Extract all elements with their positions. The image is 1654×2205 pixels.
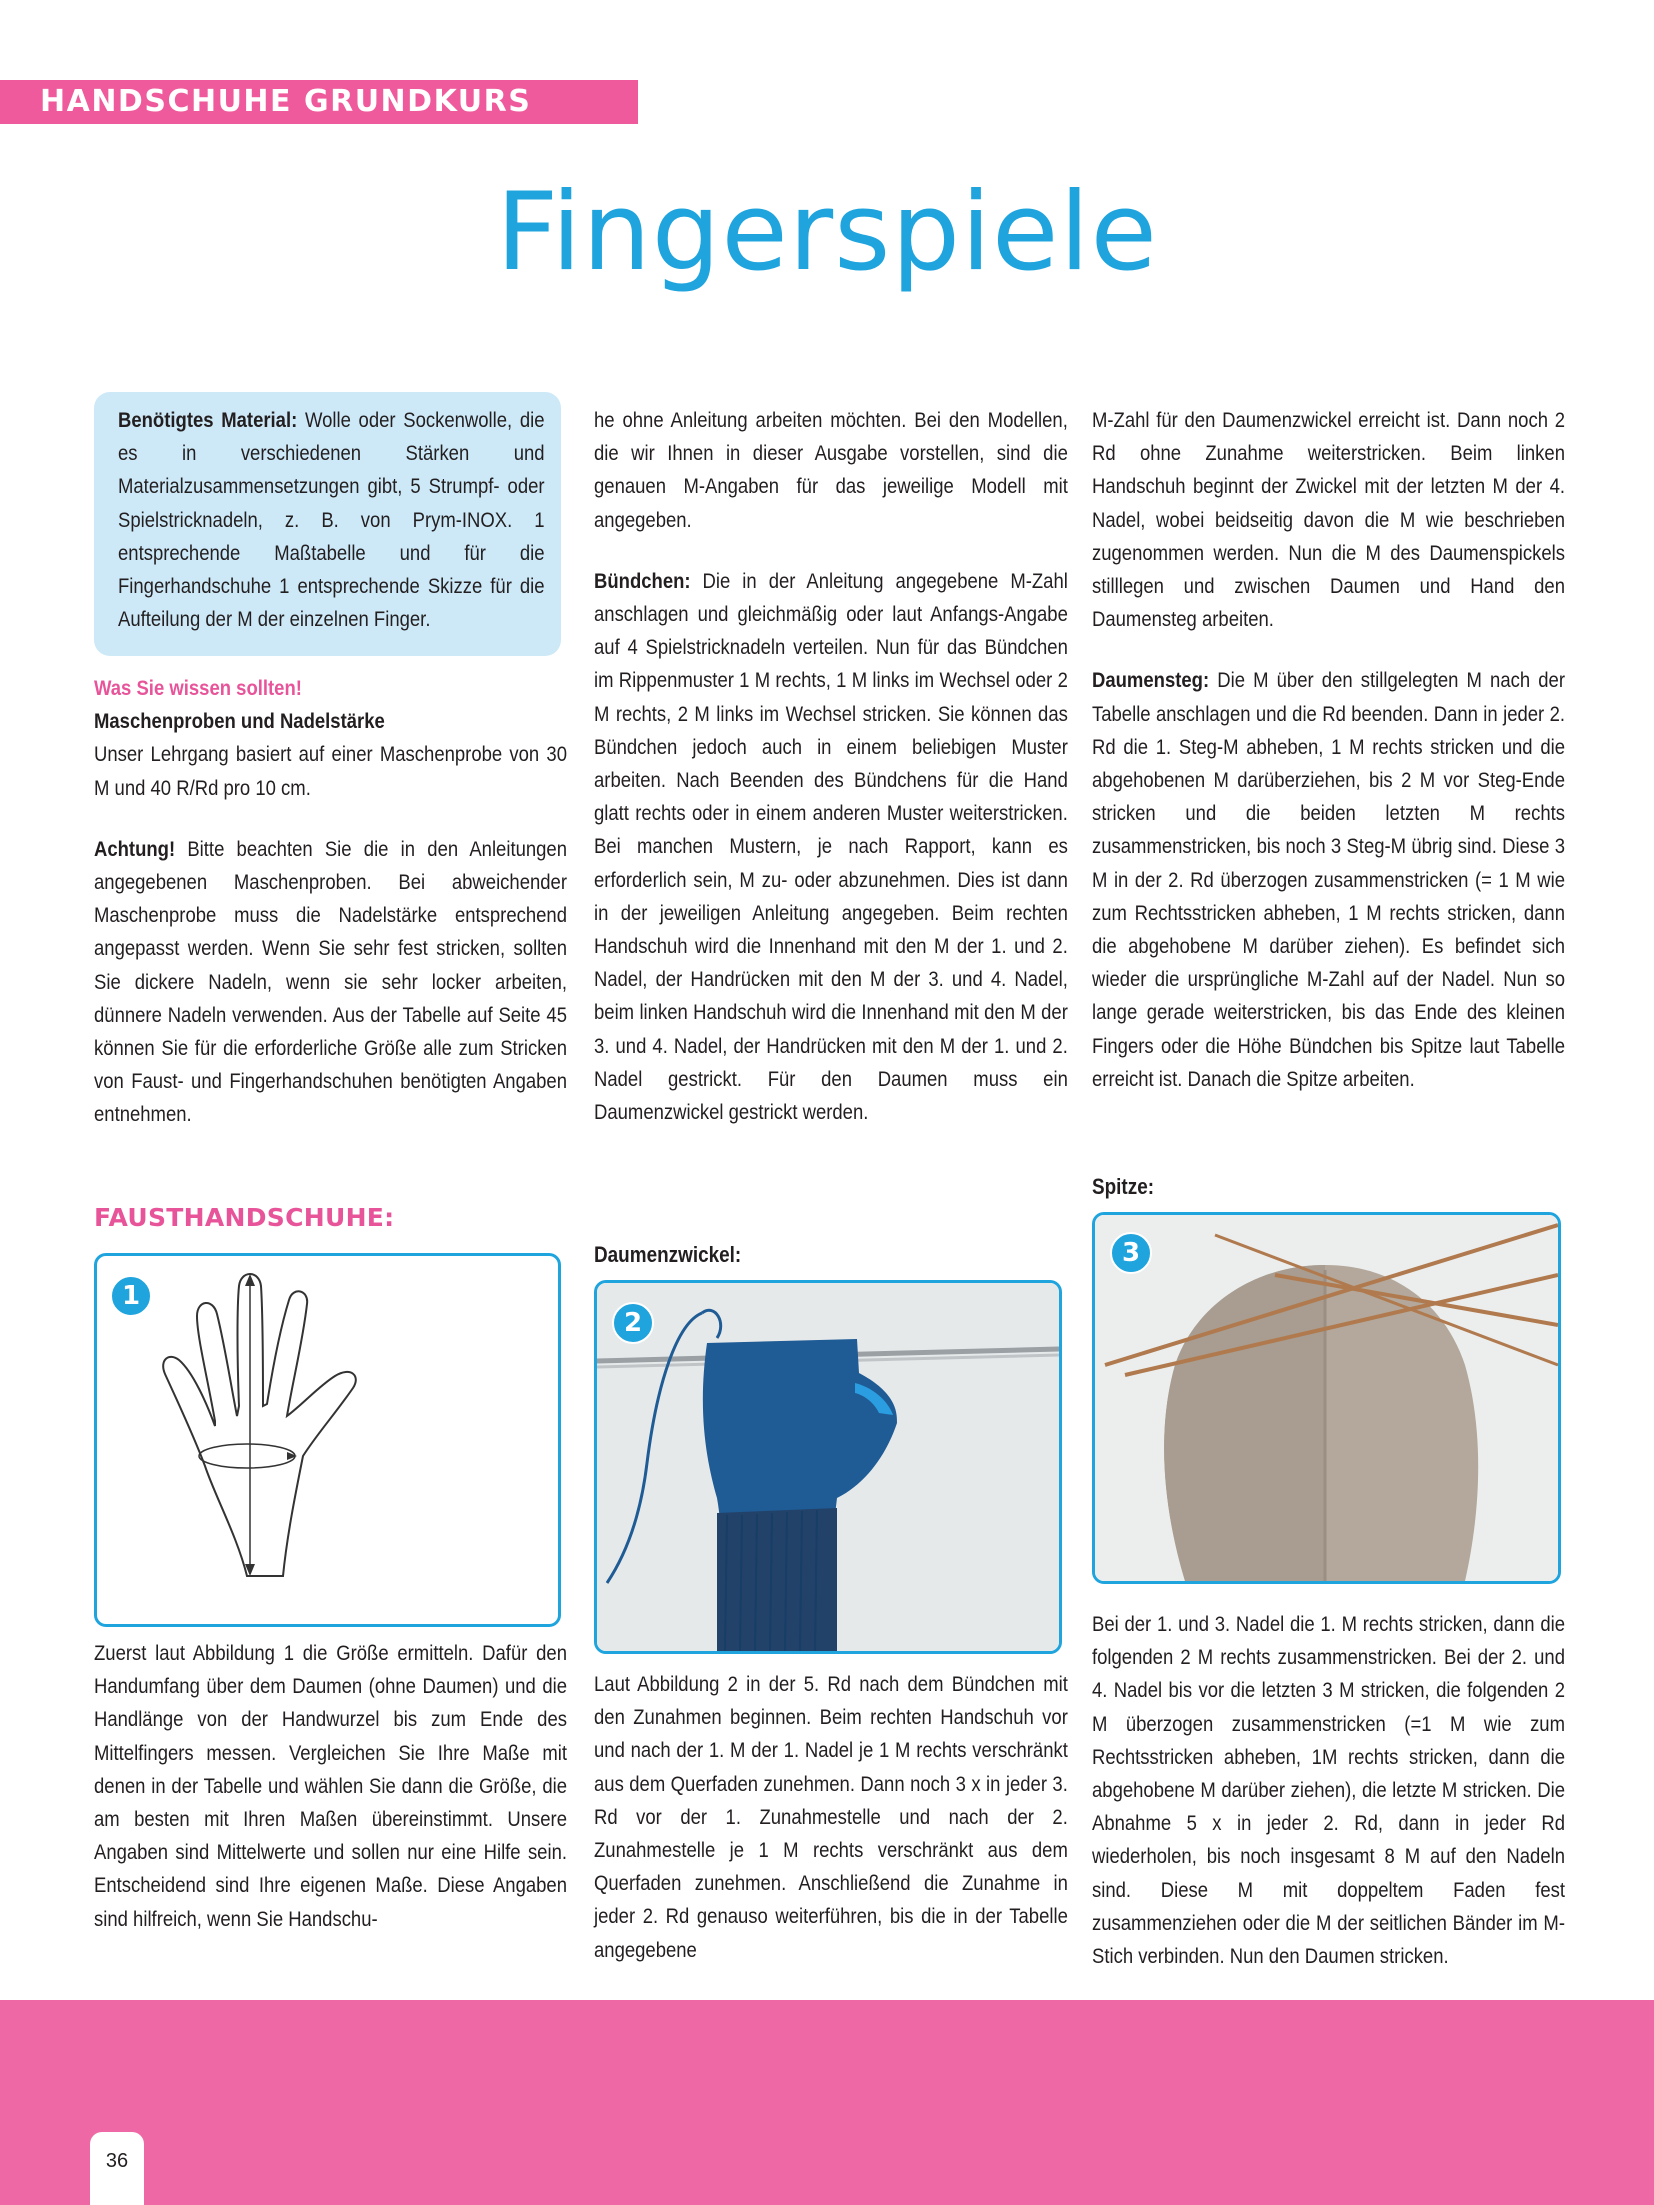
gusset-heading: Daumenzwickel: [594,1242,742,1267]
column-3-text [1092,404,1565,1096]
material-text [118,404,545,636]
section-header: HANDSCHUHE GRUNDKURS [40,84,532,119]
after-fig2-text: Laut Abbildung 2 in der 5. Rd nach dem Bündchen mit den Zunahmen beginnen. Beim rechten Handschuh vor und nach der 1. M der 1. Nadel je 1 M rechts verschränkt aus dem Querfaden zunehmen. Dann noch 3 x in jeder 3. Rd vor der 1. Zunahmestelle und nach der 2. Zunahmestelle je 1 M rechts verschränkt aus dem Querfaden zunehmen. Anschließend die Zunahme in jeder 2. Rd genauso weiterführen, bis die in der Tabelle angegebene [594,1672,1068,1962]
cuff-text: Die in der Anleitung angegebene M-Zahl anschlagen und gleichmäßig oder laut Anfangs-Angabe auf 4 Spielstricknadeln verteilen. Nun für das Bündchen im Rippenmuster 1 M rechts, 1 M links im Wechsel oder 2 M rechts, 2 M links im Wechsel stricken. Sie können das Bündchen jedoch auch in einem beliebigen Muster arbeiten. Nach Beenden des Bündchens für die Hand glatt rechts oder in einem anderen Muster weiterstricken. Bei manchen Mustern, je nach Rapport, kann es erforderlich sein, M zu- oder abzunehmen. Dies ist dann in der jeweiligen Anleitung angegeben. Beim rechten Handschuh wird die Innenhand mit den M der 1. und 2. Nadel, der Handrücken mit den M der 3. und 4. Nadel, beim linken Handschuh wird die Innenhand mit den M der 3. und 4. Nadel, der Handrücken mit den M der 1. und 2. Nadel gestrickt. Für den Daumen muss ein Daumenzwickel gestrickt werden. [594,568,1068,1125]
page-title: Fingerspiele [496,170,1158,295]
gauge-text: Unser Lehrgang basiert auf einer Maschenprobe von 30 M und 40 R/Rd pro 10 cm. [94,742,567,800]
bridge-label: Daumensteg: [1092,668,1210,693]
figure-1-hand-diagram [94,1253,561,1627]
hand-outline-icon [163,1274,356,1576]
col3-cont-text: M-Zahl für den Daumenzwickel erreicht ist. Dann noch 2 Rd ohne Zunahme weiterstricken. Beim linken Handschuh beginnt der Zwickel mit der letzten M der 4. Nadel, wobei beidseitig davon die M wie beschrieben zugenommen werden. Nun die M des Daumenspickels stilllegen und zwischen Daumen und Hand den Daumensteg arbeiten. [1092,408,1565,632]
arrow-right-icon [287,1452,297,1460]
attention-label: Achtung! [94,836,176,861]
bridge-paragraph [1092,664,1565,1096]
after-fig1-text: Zuerst laut Abbildung 1 die Größe ermitteln. Dafür den Handumfang über dem Daumen (ohne Daumen) und die Handlänge von der Handwurzel bis zum Ende des Mittelfingers messen. Vergleichen Sie Ihre Maße mit denen in der Tabelle und wählen Sie dann die Größe, die am besten mit Ihren Maßen übereinstimmt. Unsere Angaben sind Mittelwerte und sollen nur eine Hilfe sein. Entscheidend sind Ihre eigenen Maße. Diese Angaben sind hilfreich, wenn Sie Handschu- [94,1641,567,1931]
figure-3-badge: 3 [1110,1232,1152,1274]
figure-2-photo [594,1280,1062,1654]
column-2-text [594,404,1068,1129]
column-3-after-figure [1092,1608,1565,1973]
footer-band [0,2000,1654,2205]
col2-cont-text: he ohne Anleitung arbeiten möchten. Bei den Modellen, die wir Ihnen in dieser Ausgabe vorstellen, sind die genauen M-Angaben für das jeweilige Modell mit angegeben. [594,408,1068,532]
knitting-tip-svg [1095,1215,1558,1581]
attention-text: Bitte beachten Sie die in den Anleitungen angegebenen Maschenproben. Bei abweichender Maschenprobe muss die Nadelstärke entsprechend angepasst werden. Wenn Sie sehr fest stricken, sollten Sie dickere Nadeln, wenn sie sehr locker arbeiten, dünnere Nadeln verwenden. Aus der Tabelle auf Seite 45 können Sie für die erforderliche Größe alle zum Stricken von Faust- und Fingerhandschuhen benötigten Angaben entnehmen. [94,836,567,1127]
attention-paragraph [94,833,567,1132]
after-fig3-text: Bei der 1. und 3. Nadel die 1. M rechts stricken, dann die folgenden 2 M rechts zusammenstricken. Bei der 2. und 4. Nadel bis vor die letzten 3 M stricken, die folgenden 2 M überzogen zusammenstricken (=1 M wie zum Rechtsstricken abheben, 1M rechts stricken, dann die abgehobene M darüber ziehen), die letzte M stricken. Die Abnahme 5 x in jeder 2. Rd, dann in jeder Rd wiederholen, bis noch insgesamt 8 M auf den Nadeln sind. Diese M mit doppeltem Faden fest zusammenziehen oder die M der seitlichen Bänder im M-Stich verbinden. Nun den Daumen stricken. [1092,1612,1565,1969]
figure-2-badge: 2 [612,1302,654,1344]
arrow-up-icon [245,1274,255,1286]
material-label: Benötigtes Material: [118,408,298,432]
column-1-after-figure [94,1637,567,1936]
know-heading: Was Sie wissen sollten! [94,676,302,700]
gauge-heading: Maschenproben und Nadelstärke [94,709,385,734]
cuff-paragraph [594,565,1068,1129]
figure-3-photo [1092,1212,1561,1584]
figure-1-badge: 1 [110,1275,152,1317]
hand-outline-svg [97,1256,558,1624]
material-body: Wolle oder Sockenwolle, die es in verschiedenen Stärken und Materialzusammensetzungen gibt, 5 Strumpf- oder Spielstricknadeln, z. B. von Prym-INOX. 1 entsprechende Maßtabelle und für die Fingerhandschuhe 1 entsprechende Skizze für die Aufteilung der M der einzelnen Finger. [118,408,545,632]
bridge-text: Die M über den stillgelegten M nach der Tabelle anschlagen und die Rd beenden. Dann in jeder 2. Rd die 1. Steg-M abheben, 1 M rechts stricken und die abgehobenen M darüberziehen, bis 2 M vor Steg-Ende stricken und die beiden letzten M rechts zusammenstricken, bis noch 3 Steg-M übrig sind. Diese 3 M in der 2. Rd überzogen zusammenstricken (= 1 M wie zum Rechtsstricken abheben, 1 M rechts stricken, dann die abgehobene M darüber ziehen). Es befindet sich wieder die ursprüngliche M-Zahl auf der Nadel. Nun so lange gerade weiterstricken, bis das Ende des kleinen Fingers oder die Höhe Bündchen bis Spitze laut Tabelle erreicht ist. Danach die Spitze arbeiten. [1092,668,1565,1091]
page-number: 36 [105,2150,129,2172]
mittens-heading: FAUSTHANDSCHUHE: [94,1203,395,1232]
knitting-gusset-svg [597,1283,1059,1651]
circumference-ellipse [199,1444,295,1468]
cuff-label: Bündchen: [594,568,691,593]
column-2-after-figure [594,1668,1068,1967]
tip-heading: Spitze: [1092,1174,1155,1199]
column-1-text [94,672,567,1132]
